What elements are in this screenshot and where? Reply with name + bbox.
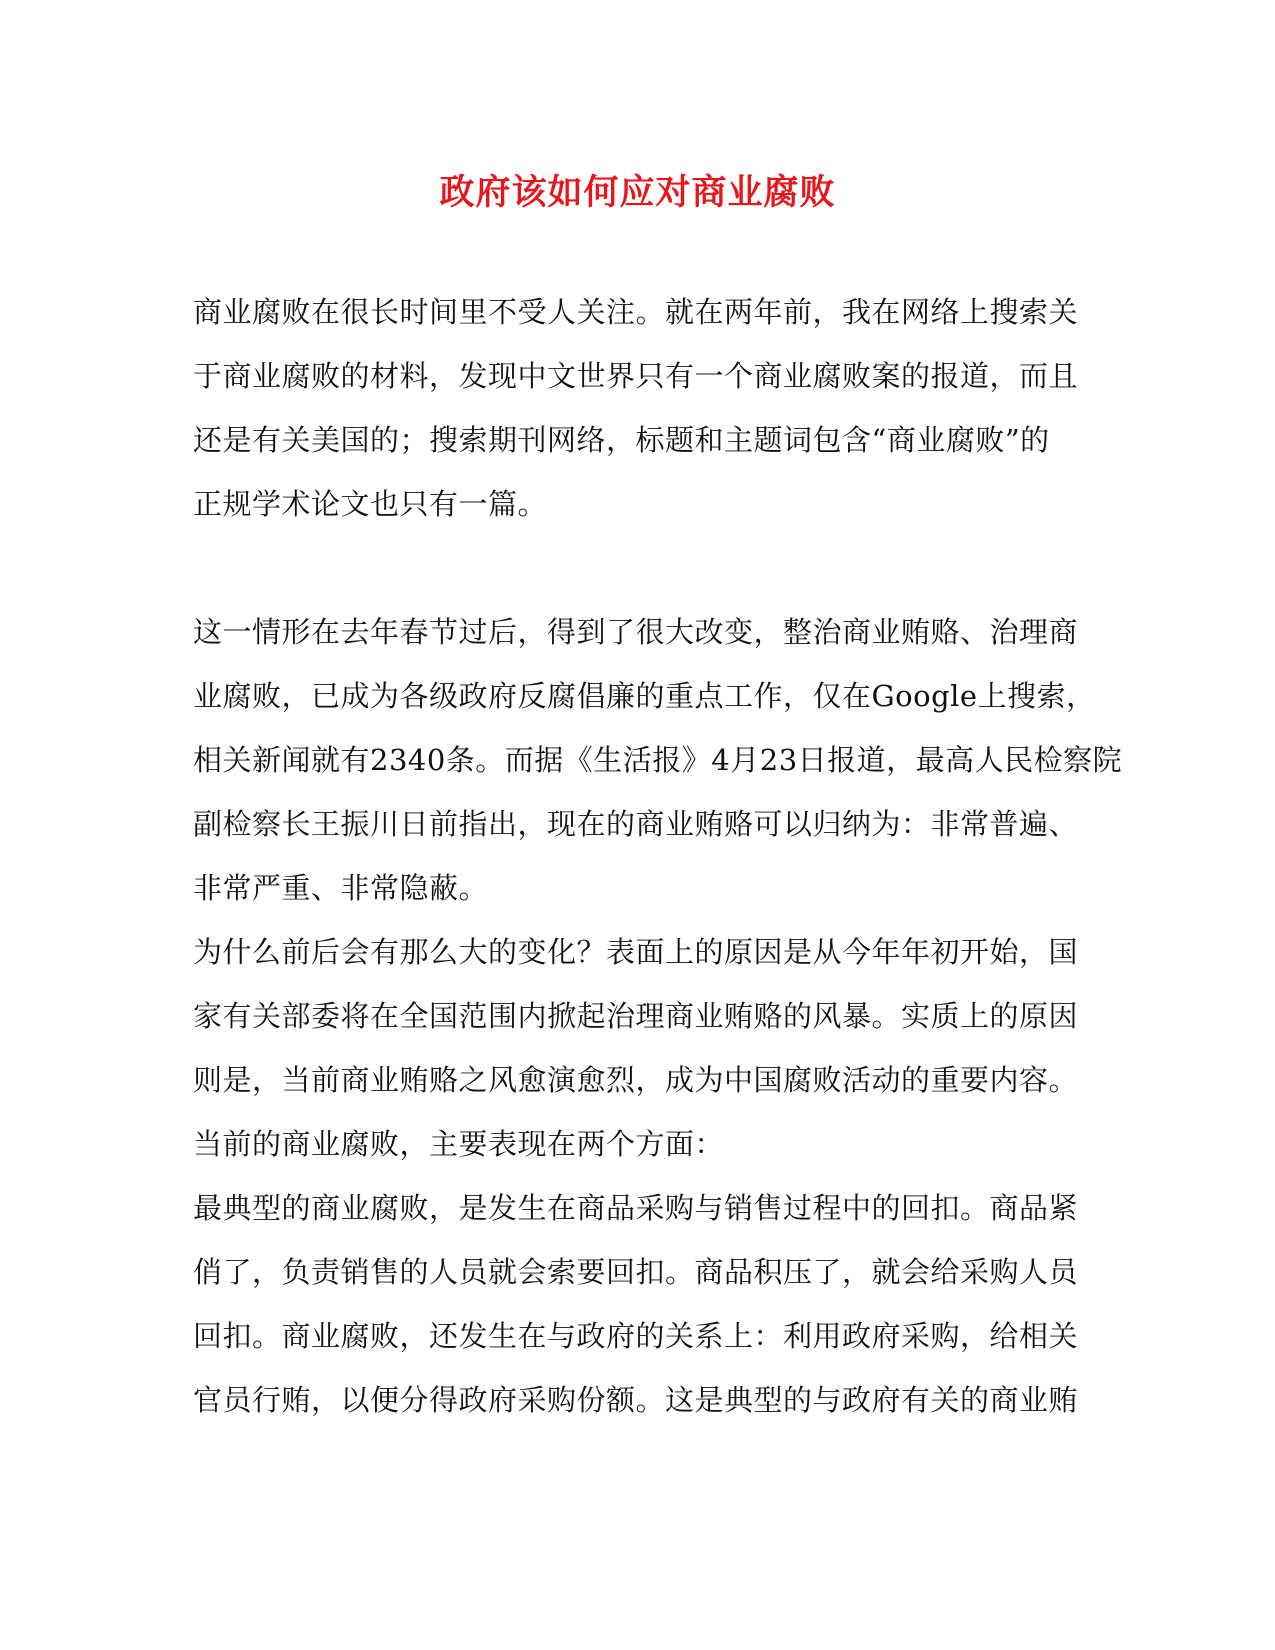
text-line: 官员行贿，以便分得政府采购份额。这是典型的与政府有关的商业贿 — [193, 1383, 1079, 1417]
paragraph-5 — [193, 1176, 1083, 1432]
paragraph-spacer — [193, 536, 1083, 600]
text-line: 家有关部委将在全国范围内掀起治理商业贿赂的风暴。实质上的原因 — [193, 999, 1079, 1033]
text-line: 业腐败，已成为各级政府反腐倡廉的重点工作，仅在Google上搜索， — [193, 679, 1096, 713]
document-title: 政府该如何应对商业腐败 — [439, 172, 836, 213]
paragraph-3 — [193, 920, 1083, 1112]
text-line: 俏了，负责销售的人员就会索要回扣。商品积压了，就会给采购人员 — [193, 1255, 1079, 1289]
text-line: 于商业腐败的材料，发现中文世界只有一个商业腐败案的报道，而且 — [193, 359, 1079, 393]
text-line: 商业腐败在很长时间里不受人关注。就在两年前，我在网络上搜索关 — [193, 295, 1079, 329]
text-line: 这一情形在去年春节过后，得到了很大改变，整治商业贿赂、治理商 — [193, 615, 1079, 649]
text-line: 回扣。商业腐败，还发生在与政府的关系上：利用政府采购，给相关 — [193, 1319, 1079, 1353]
document-body — [193, 280, 1123, 1432]
text-line: 则是，当前商业贿赂之风愈演愈烈，成为中国腐败活动的重要内容。 — [193, 1063, 1079, 1097]
text-line: 非常严重、非常隐蔽。 — [193, 871, 489, 905]
text-line: 相关新闻就有2340条。而据《生活报》4月23日报道，最高人民检察院 — [193, 743, 1123, 777]
text-line: 当前的商业腐败，主要表现在两个方面： — [193, 1127, 725, 1161]
text-line: 为什么前后会有那么大的变化？表面上的原因是从今年年初开始，国 — [193, 935, 1079, 969]
paragraph-4 — [193, 1112, 1083, 1176]
text-line: 还是有关美国的；搜索期刊网络，标题和主题词包含“商业腐败”的 — [193, 423, 1050, 457]
paragraph-1 — [193, 280, 1083, 536]
text-line: 副检察长王振川日前指出，现在的商业贿赂可以归纳为：非常普遍、 — [193, 807, 1079, 841]
text-line: 正规学术论文也只有一篇。 — [193, 487, 548, 521]
paragraph-2 — [193, 600, 1123, 920]
text-line: 最典型的商业腐败，是发生在商品采购与销售过程中的回扣。商品紧 — [193, 1191, 1079, 1225]
